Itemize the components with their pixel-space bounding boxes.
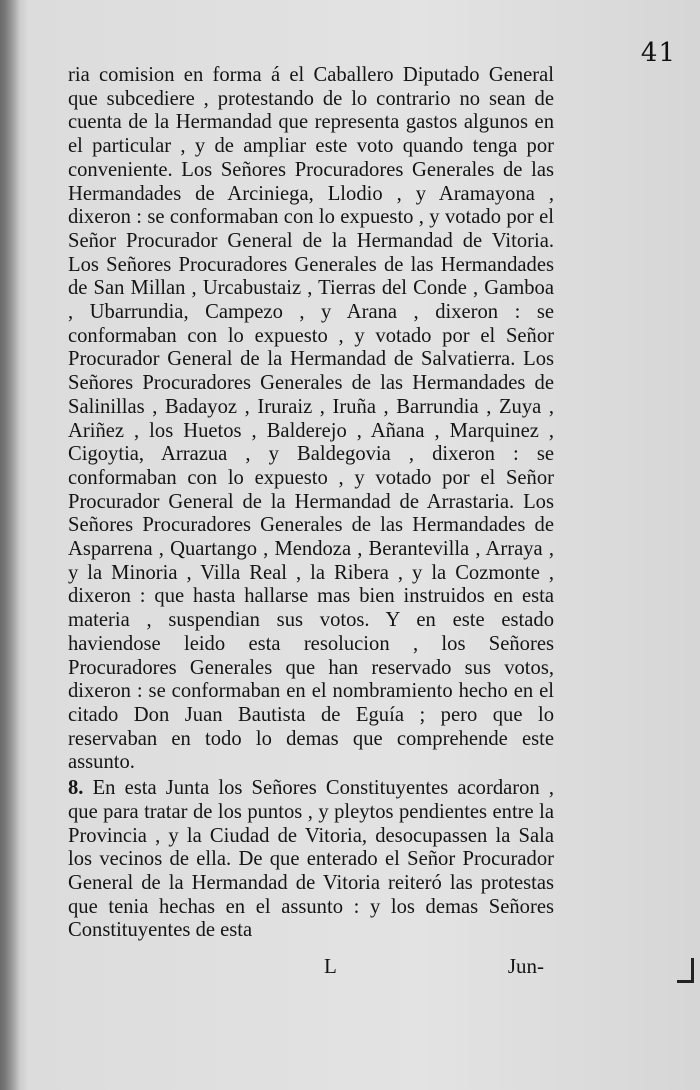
body-text: [68, 64, 554, 943]
paragraph-8: [68, 777, 554, 943]
corner-bracket-icon: [677, 958, 694, 983]
catchword: Jun-: [507, 954, 544, 978]
binding-shadow: [0, 0, 20, 1090]
paragraph-continued: ria comision en forma á el Caballero Diputado General que subcediere , protestando de lo contrario no sean de cuenta de la Hermandad que representa gastos algunos en el particular , y de ampliar este voto quando tenga por conveniente. Los Señores Procuradores Generales de las Hermandades de Arciniega, Llodio , y Aramayona , dixeron : se conformaban con lo expuesto , y votado por el Señor Procurador General de la Hermandad de Vitoria. Los Señores Procuradores Generales de las Hermandades de San Millan , Urcabustaiz , Tierras del Conde , Gamboa , Ubarrundia, Campezo , y Arana , dixeron : se conformaban con lo expuesto , y votado por el Señor Procurador General de la Hermandad de Salvatierra. Los Señores Procuradores Generales de las Hermandades de Salinillas , Badayoz , Iruraiz , Iruña , Barrundia , Zuya , Ariñez , los Huetos , Balderejo , Añana , Marquinez , Cigoytia, Arrazua , y Baldegovia , dixeron : se conformaban con lo expuesto , y votado por el Señor Procurador General de la Hermandad de Arrastaria. Los Señores Procuradores Generales de las Hermandades de Asparrena , Quartango , Mendoza , Berantevilla , Arraya , y la Minoria , Villa Real , la Ribera , y la Cozmonte , dixeron : que hasta hallarse mas bien instruidos en esta materia , suspendian sus votos. Y en este estado haviendose leido esta resolucion , los Señores Procuradores Generales que han reservado sus votos, dixeron : se conformaban en el nombramiento hecho en el citado Don Juan Bautista de Eguía ; pero que lo reservaban en todo lo demas que comprehende este assunto.: [68, 64, 554, 774]
paragraph-8-text: En esta Junta los Señores Constituyentes acordaron , que para tratar de los puntos , y pleytos pendientes entre la Provincia , y la Ciudad de Vitoria, desocupassen la Sala los vecinos de ella. De que enterado el Señor Procurador General de la Hermandad de Vitoria reiteró las protestas que tenia hechas en el assunto : y los demas Señores Constituyentes de esta: [68, 777, 554, 942]
page-number: 41: [640, 38, 676, 68]
paragraph-number: 8.: [68, 777, 84, 800]
page-footer: [68, 954, 554, 984]
signature-mark: L: [324, 954, 337, 978]
